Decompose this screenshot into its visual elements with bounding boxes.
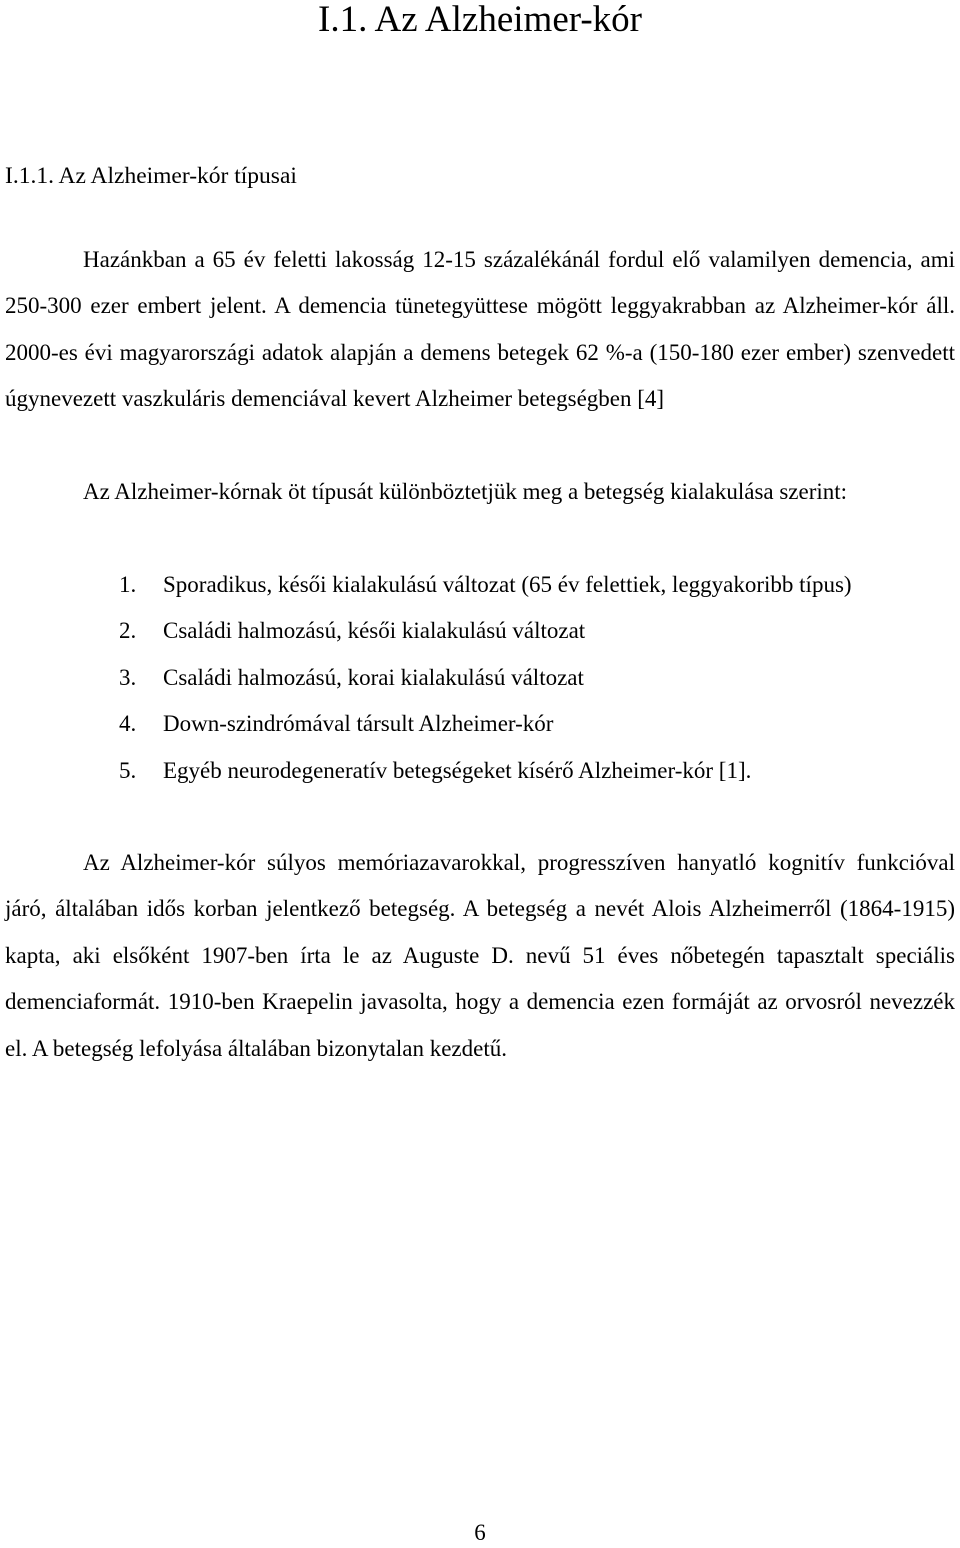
- list-item-number: 2.: [119, 618, 137, 644]
- paragraph-history: Az Alzheimer-kór súlyos memóriazavarokkal, progresszíven hanyatló kognitív funkcióval járó, általában idős korban jelentkező betegség. A betegség a nevét Alois Alzheimerről (1864-1915) kapta, aki elsőként 1907-ben írta le az Auguste D. nevű 51 éves nőbetegén tapasztalt speciális demenciaformát. 1910-ben Kraepelin javasolta, hogy a demencia ezen formáját az orvosról nevezzék el. A betegség lefolyása általában bizonytalan kezdetű.: [5, 850, 955, 1061]
- list-item-number: 5.: [119, 757, 137, 783]
- page-number: 6: [474, 1520, 486, 1545]
- alzheimer-types-list: [119, 562, 955, 794]
- paragraph-types-intro: Az Alzheimer-kórnak öt típusát különböztetjük meg a betegség kialakulása szerint:: [83, 479, 848, 504]
- list-item-text: Egyéb neurodegeneratív betegségeket kísérő Alzheimer-kór [1].: [163, 757, 752, 783]
- list-item-text: Down-szindrómával társult Alzheimer-kór: [163, 711, 554, 737]
- paragraph-intro: Hazánkban a 65 év feletti lakosság 12-15 százalékánál fordul elő valamilyen demencia, ami 250-300 ezer embert jelent. A demencia tünetegyüttese mögött leggyakrabban az Alzheimer-kór áll. 2000-es évi magyarországi adatok alapján a demens betegek 62 %-a (150-180 ezer ember) szenvedett úgynevezett vaszkuláris demenciával kevert Alzheimer betegségben [4]: [5, 247, 955, 412]
- list-item-text: Sporadikus, késői kialakulású változat (65 év felettiek, leggyakoribb típus): [163, 572, 852, 597]
- page-title: I.1. Az Alzheimer-kór: [318, 0, 642, 40]
- list-item-text: Családi halmozású, korai kialakulású változat: [163, 664, 584, 690]
- list-item: [119, 562, 955, 608]
- list-item-text: Családi halmozású, késői kialakulású változat: [163, 618, 586, 644]
- list-item-number: 1.: [119, 572, 137, 597]
- list-item: [119, 701, 955, 747]
- list-item: [119, 748, 955, 794]
- list-item: [119, 655, 955, 701]
- section-heading: I.1.1. Az Alzheimer-kór típusai: [5, 163, 297, 189]
- list-item-number: 3.: [119, 664, 137, 690]
- list-item-number: 4.: [119, 711, 137, 737]
- list-item: [119, 608, 955, 654]
